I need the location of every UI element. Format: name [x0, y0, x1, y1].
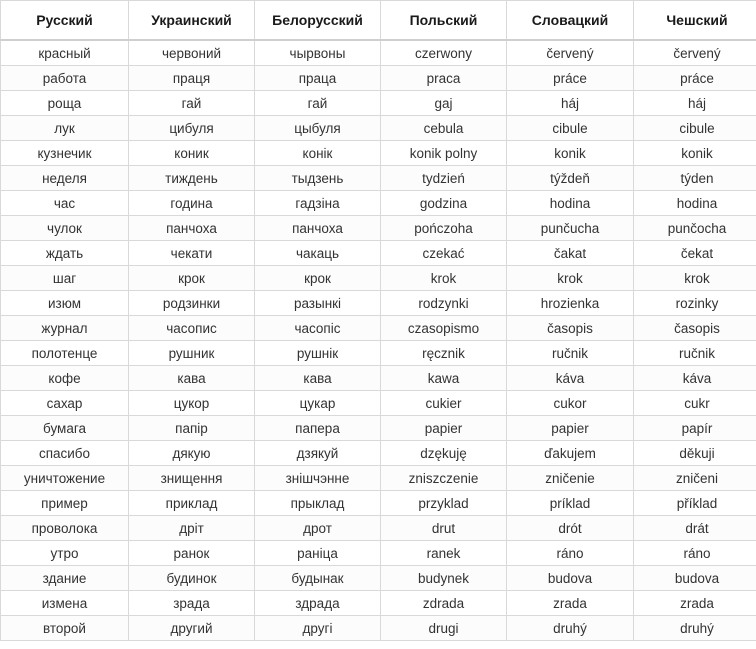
- table-row: [1, 566, 756, 591]
- table-cell: cebula: [381, 116, 507, 141]
- table-cell: раніца: [255, 541, 381, 566]
- table-cell: прыклад: [255, 491, 381, 516]
- table-cell: káva: [507, 366, 634, 391]
- table-cell: уничтожение: [1, 466, 129, 491]
- table-cell: родзинки: [129, 291, 255, 316]
- table-cell: háj: [507, 91, 634, 116]
- table-row: [1, 491, 756, 516]
- table-cell: другий: [129, 616, 255, 641]
- table-cell: кава: [255, 366, 381, 391]
- table-row: [1, 391, 756, 416]
- table-cell: druhý: [634, 616, 756, 641]
- table-cell: знищення: [129, 466, 255, 491]
- table-cell: кофе: [1, 366, 129, 391]
- table-row: [1, 341, 756, 366]
- table-cell: приклад: [129, 491, 255, 516]
- table-cell: гай: [255, 91, 381, 116]
- table-cell: červený: [634, 40, 756, 66]
- table-cell: цыбуля: [255, 116, 381, 141]
- table-cell: papier: [507, 416, 634, 441]
- table-cell: будынак: [255, 566, 381, 591]
- table-cell: бумага: [1, 416, 129, 441]
- table-cell: děkuji: [634, 441, 756, 466]
- table-cell: zrada: [634, 591, 756, 616]
- table-cell: hodina: [634, 191, 756, 216]
- table-cell: дрот: [255, 516, 381, 541]
- table-cell: ranek: [381, 541, 507, 566]
- table-cell: príklad: [507, 491, 634, 516]
- table-cell: роща: [1, 91, 129, 116]
- table-cell: здрада: [255, 591, 381, 616]
- table-cell: година: [129, 191, 255, 216]
- table-cell: чулок: [1, 216, 129, 241]
- table-cell: červený: [507, 40, 634, 66]
- table-cell: проволока: [1, 516, 129, 541]
- table-cell: чекати: [129, 241, 255, 266]
- table-row: [1, 441, 756, 466]
- table-cell: панчоха: [255, 216, 381, 241]
- table-cell: неделя: [1, 166, 129, 191]
- table-cell: панчоха: [129, 216, 255, 241]
- table-cell: дякую: [129, 441, 255, 466]
- table-cell: гай: [129, 91, 255, 116]
- table-cell: drát: [634, 516, 756, 541]
- table-cell: знішчэнне: [255, 466, 381, 491]
- table-cell: пример: [1, 491, 129, 516]
- table-row: [1, 591, 756, 616]
- table-cell: czekać: [381, 241, 507, 266]
- table-cell: papír: [634, 416, 756, 441]
- table-cell: hodina: [507, 191, 634, 216]
- table-cell: полотенце: [1, 341, 129, 366]
- column-header: Чешский: [634, 1, 756, 41]
- table-cell: цукор: [129, 391, 255, 416]
- table-cell: pończoha: [381, 216, 507, 241]
- table-cell: tydzień: [381, 166, 507, 191]
- table-cell: zniszczenie: [381, 466, 507, 491]
- table-cell: konik: [507, 141, 634, 166]
- table-cell: týden: [634, 166, 756, 191]
- table-cell: dzękuję: [381, 441, 507, 466]
- table-cell: красный: [1, 40, 129, 66]
- table-cell: punčucha: [507, 216, 634, 241]
- table-cell: hrozienka: [507, 291, 634, 316]
- table-cell: ждать: [1, 241, 129, 266]
- table-cell: krok: [634, 266, 756, 291]
- table-row: [1, 466, 756, 491]
- table-cell: рушник: [129, 341, 255, 366]
- table-cell: háj: [634, 91, 756, 116]
- table-cell: ręcznik: [381, 341, 507, 366]
- table-cell: časopis: [507, 316, 634, 341]
- table-row: [1, 66, 756, 91]
- table-cell: godzina: [381, 191, 507, 216]
- table-row: [1, 516, 756, 541]
- table-cell: týždeň: [507, 166, 634, 191]
- table-cell: gaj: [381, 91, 507, 116]
- table-cell: журнал: [1, 316, 129, 341]
- table-row: [1, 116, 756, 141]
- table-cell: cukier: [381, 391, 507, 416]
- table-cell: кузнечик: [1, 141, 129, 166]
- table-cell: дзякуй: [255, 441, 381, 466]
- table-cell: čakat: [507, 241, 634, 266]
- table-cell: cukor: [507, 391, 634, 416]
- table-cell: zničeni: [634, 466, 756, 491]
- table-row: [1, 166, 756, 191]
- column-header: Польский: [381, 1, 507, 41]
- table-cell: работа: [1, 66, 129, 91]
- table-cell: budynek: [381, 566, 507, 591]
- table-cell: práce: [507, 66, 634, 91]
- table-cell: zdrada: [381, 591, 507, 616]
- table-cell: cibule: [507, 116, 634, 141]
- table-cell: будинок: [129, 566, 255, 591]
- table-cell: часопіс: [255, 316, 381, 341]
- table-cell: зрада: [129, 591, 255, 616]
- table-cell: rodzynki: [381, 291, 507, 316]
- table-cell: изюм: [1, 291, 129, 316]
- table-cell: przyklad: [381, 491, 507, 516]
- table-cell: разынкі: [255, 291, 381, 316]
- table-cell: czerwony: [381, 40, 507, 66]
- table-cell: другі: [255, 616, 381, 641]
- table-cell: ručnik: [507, 341, 634, 366]
- table-row: [1, 191, 756, 216]
- table-cell: konik: [634, 141, 756, 166]
- table-cell: спасибо: [1, 441, 129, 466]
- table-row: [1, 366, 756, 391]
- table-cell: kawa: [381, 366, 507, 391]
- column-header: Русский: [1, 1, 129, 41]
- table-cell: budova: [507, 566, 634, 591]
- table-cell: папір: [129, 416, 255, 441]
- table-row: [1, 141, 756, 166]
- table-cell: zničenie: [507, 466, 634, 491]
- table-cell: budova: [634, 566, 756, 591]
- table-cell: второй: [1, 616, 129, 641]
- table-body: [1, 40, 756, 641]
- table-row: [1, 291, 756, 316]
- table-cell: ďakujem: [507, 441, 634, 466]
- table-cell: кава: [129, 366, 255, 391]
- table-row: [1, 266, 756, 291]
- table-row: [1, 241, 756, 266]
- table-cell: тиждень: [129, 166, 255, 191]
- table-cell: здание: [1, 566, 129, 591]
- table-row: [1, 416, 756, 441]
- table-cell: шаг: [1, 266, 129, 291]
- table-cell: крок: [129, 266, 255, 291]
- table-cell: cukr: [634, 391, 756, 416]
- table-cell: коник: [129, 141, 255, 166]
- table-cell: czasopismo: [381, 316, 507, 341]
- table-cell: ранок: [129, 541, 255, 566]
- table-row: [1, 616, 756, 641]
- table-header: [1, 1, 756, 41]
- column-header: Белорусский: [255, 1, 381, 41]
- table-cell: лук: [1, 116, 129, 141]
- table-cell: сахар: [1, 391, 129, 416]
- table-cell: časopis: [634, 316, 756, 341]
- table-cell: punčocha: [634, 216, 756, 241]
- table-cell: čekat: [634, 241, 756, 266]
- table-cell: тыдзень: [255, 166, 381, 191]
- table-cell: утро: [1, 541, 129, 566]
- table-cell: konik polny: [381, 141, 507, 166]
- table-row: [1, 541, 756, 566]
- table-cell: праця: [129, 66, 255, 91]
- table-row: [1, 91, 756, 116]
- table-cell: práce: [634, 66, 756, 91]
- table-cell: конік: [255, 141, 381, 166]
- table-cell: чырвоны: [255, 40, 381, 66]
- table-cell: часопис: [129, 316, 255, 341]
- table-cell: крок: [255, 266, 381, 291]
- table-row: [1, 216, 756, 241]
- table-cell: гадзіна: [255, 191, 381, 216]
- table-cell: дріт: [129, 516, 255, 541]
- header-row: [1, 1, 756, 41]
- table-cell: příklad: [634, 491, 756, 516]
- table-cell: чакаць: [255, 241, 381, 266]
- table-cell: цукар: [255, 391, 381, 416]
- table-cell: praca: [381, 66, 507, 91]
- table-cell: papier: [381, 416, 507, 441]
- table-cell: zrada: [507, 591, 634, 616]
- table-cell: измена: [1, 591, 129, 616]
- table-cell: káva: [634, 366, 756, 391]
- table-cell: червоний: [129, 40, 255, 66]
- table-cell: drugi: [381, 616, 507, 641]
- table-cell: час: [1, 191, 129, 216]
- column-header: Словацкий: [507, 1, 634, 41]
- table-cell: ručnik: [634, 341, 756, 366]
- table-cell: krok: [381, 266, 507, 291]
- table-cell: druhý: [507, 616, 634, 641]
- table-cell: drót: [507, 516, 634, 541]
- table-cell: цибуля: [129, 116, 255, 141]
- table-cell: rozinky: [634, 291, 756, 316]
- table-cell: рушнік: [255, 341, 381, 366]
- table-cell: ráno: [507, 541, 634, 566]
- table-row: [1, 316, 756, 341]
- table-cell: drut: [381, 516, 507, 541]
- table-cell: krok: [507, 266, 634, 291]
- table-cell: cibule: [634, 116, 756, 141]
- table-cell: праца: [255, 66, 381, 91]
- table-cell: папера: [255, 416, 381, 441]
- column-header: Украинский: [129, 1, 255, 41]
- table-row: [1, 40, 756, 66]
- table-cell: ráno: [634, 541, 756, 566]
